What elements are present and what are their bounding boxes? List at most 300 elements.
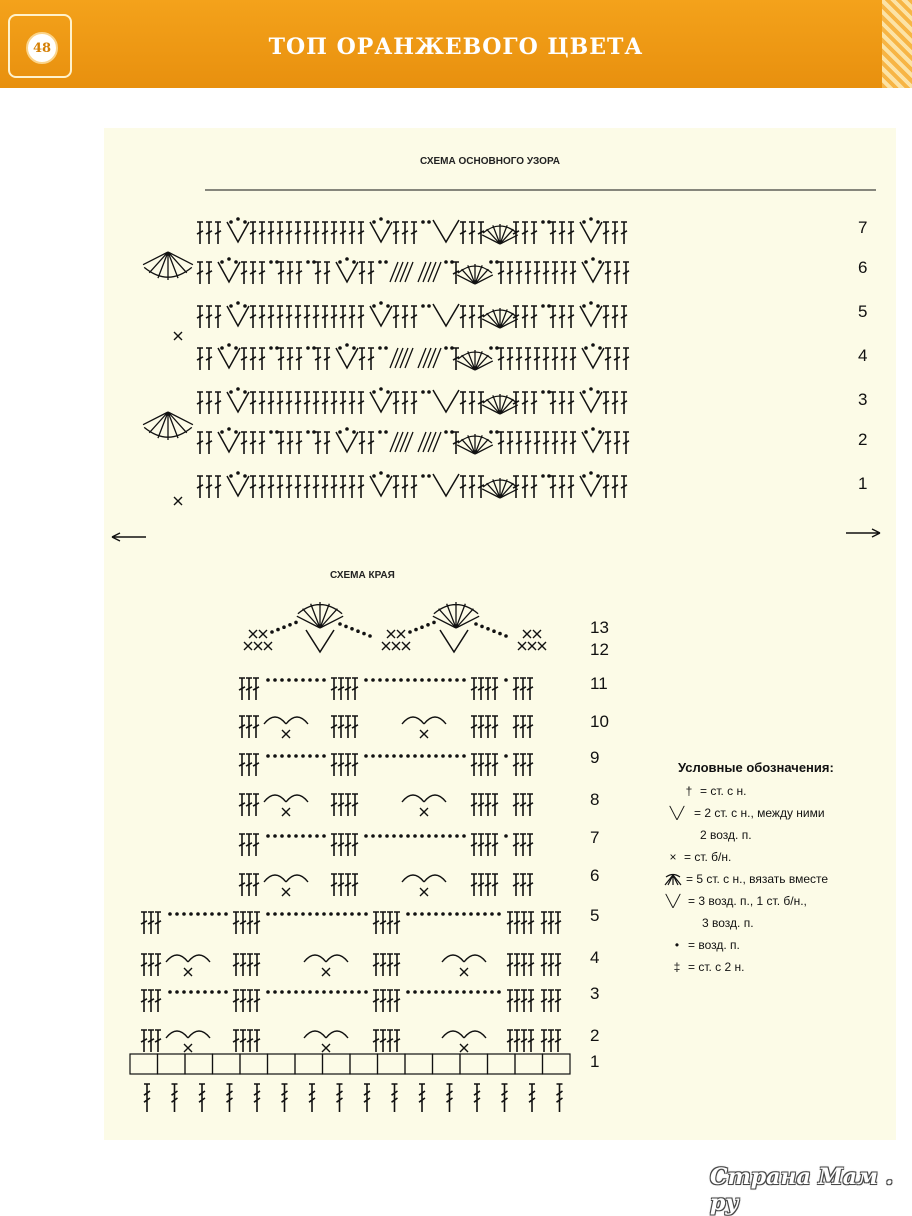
chain-dot: [448, 912, 452, 916]
stitch-symbol: [206, 476, 212, 498]
stitch-symbol: [197, 306, 203, 328]
stitch-symbol: [322, 476, 328, 498]
stitch-symbol: [296, 262, 302, 284]
chain-dot: [273, 754, 277, 758]
chain-dot: [306, 260, 310, 264]
chain-arch: [464, 1031, 486, 1038]
chain-dot: [371, 678, 375, 682]
stitch-symbol: [268, 222, 274, 244]
chain-dot: [357, 990, 361, 994]
stitch-symbol: [253, 874, 259, 896]
chain-dot: [444, 430, 448, 434]
stitch-symbol: [528, 912, 534, 934]
chain-dot: [462, 834, 466, 838]
stitch-symbol: [527, 678, 533, 700]
chain-dot: [236, 217, 240, 221]
stitch-symbol: [507, 348, 513, 370]
stitch-symbol: [247, 1030, 253, 1052]
stitch-symbol: [259, 306, 265, 328]
chain-dot: [308, 754, 312, 758]
v-stitch-symbol: [227, 392, 249, 412]
chain-dot: [356, 629, 360, 633]
stitch-symbol: [543, 262, 549, 284]
foundation-cell: [268, 1054, 296, 1074]
double-stitch-symbol: [172, 1084, 178, 1112]
foundation-cell: [240, 1054, 268, 1074]
stitch-symbol: [368, 348, 374, 370]
stitch-symbol: [568, 306, 574, 328]
stitch-symbol: [239, 678, 245, 700]
stitch-symbol: [561, 348, 567, 370]
chain-dot: [392, 834, 396, 838]
stitch-symbol: [373, 990, 379, 1012]
stitch-symbol: [240, 954, 246, 976]
double-stitch-symbol: [447, 1084, 453, 1112]
chain-dot: [598, 346, 602, 350]
sc-cross: [322, 1044, 330, 1052]
chain-dot: [364, 912, 368, 916]
stitch-symbol: [259, 348, 265, 370]
stitch-symbol: [250, 348, 256, 370]
chain-dot: [315, 912, 319, 916]
stitch-symbol: [527, 716, 533, 738]
sc-cross: [184, 1044, 192, 1052]
edge-row-number: 6: [590, 866, 600, 885]
legend-text: 3 возд. п.: [702, 916, 754, 930]
stitch-symbol: [460, 306, 466, 328]
chain-dot: [287, 912, 291, 916]
chain-dot: [287, 678, 291, 682]
chain-dot: [350, 627, 354, 631]
main-row-number: 4: [858, 346, 868, 365]
stitch-symbol: [469, 476, 475, 498]
chain-dot: [236, 301, 240, 305]
chain-dot: [203, 912, 207, 916]
chain-dot: [490, 990, 494, 994]
chain-dot: [413, 754, 417, 758]
chain-dot: [343, 990, 347, 994]
chain-dot: [269, 346, 273, 350]
chain-dot: [441, 754, 445, 758]
stitch-symbol: [345, 874, 351, 896]
stitch-symbol: [555, 954, 561, 976]
stitch-symbol: [254, 1030, 260, 1052]
chain-dot: [596, 474, 600, 478]
chain-dot: [462, 678, 466, 682]
chain-dot: [598, 430, 602, 434]
chain-dot: [483, 912, 487, 916]
foundation-cell: [295, 1054, 323, 1074]
stitch-symbol: [513, 476, 519, 498]
stitch-symbol: [402, 222, 408, 244]
stitch-symbol: [247, 912, 253, 934]
chain-dot: [338, 260, 342, 264]
chain-dot: [308, 678, 312, 682]
foundation-cell: [515, 1054, 543, 1074]
stitch-symbol: [287, 262, 293, 284]
stitch-symbol: [304, 392, 310, 414]
chain-dot: [315, 678, 319, 682]
chain-dot: [371, 834, 375, 838]
stitch-symbol: [240, 1030, 246, 1052]
chain-dot: [243, 474, 247, 478]
stitch-symbol: [259, 262, 265, 284]
chain-dot: [287, 834, 291, 838]
v-stitch-symbol: [336, 432, 358, 452]
chain-dot: [364, 834, 368, 838]
chain-dot: [315, 990, 319, 994]
double-stitch-symbol: [364, 1084, 370, 1112]
double-stitch-symbol: [502, 1084, 508, 1112]
stitch-symbol: [338, 716, 344, 738]
stitch-symbol: [373, 912, 379, 934]
double-stitch-symbol: [529, 1084, 535, 1112]
chain-dot: [266, 754, 270, 758]
chain-dot: [582, 304, 586, 308]
chain-dot: [364, 678, 368, 682]
stitch-symbol: [516, 432, 522, 454]
chain-dot: [392, 678, 396, 682]
chain-dot: [399, 754, 403, 758]
chain-dot: [345, 257, 349, 261]
chain-dot: [589, 471, 593, 475]
chain-dot: [322, 990, 326, 994]
stitch-symbol: [277, 476, 283, 498]
v-stitch-symbol: [218, 432, 240, 452]
chain-dot: [227, 427, 231, 431]
stitch-symbol: [250, 262, 256, 284]
stitch-symbol: [277, 222, 283, 244]
chain-dot: [372, 390, 376, 394]
chain-dot: [399, 834, 403, 838]
v-stitch-symbol: [580, 476, 602, 496]
stitch-symbol: [358, 476, 364, 498]
chain-dot: [483, 990, 487, 994]
edge-row-number: 11: [590, 674, 608, 693]
chain-dot: [364, 754, 368, 758]
stitch-symbol: [603, 222, 609, 244]
sc-cross: [533, 630, 541, 638]
stitch-symbol: [394, 954, 400, 976]
chain-dot: [427, 304, 431, 308]
main-row-number: 2: [858, 430, 868, 449]
stitch-symbol: [552, 348, 558, 370]
edge-row-number: 1: [590, 1052, 600, 1071]
main-row-number: 5: [858, 302, 868, 321]
sc-cross: [249, 630, 257, 638]
chain-dot: [280, 754, 284, 758]
chain-dot: [280, 912, 284, 916]
chain-dot: [420, 754, 424, 758]
stitch-symbol: [478, 716, 484, 738]
stitch-symbol: [612, 476, 618, 498]
sc-cross: [397, 630, 405, 638]
chain-dot: [448, 754, 452, 758]
stitch-symbol: [313, 222, 319, 244]
v-stitch-symbol: [580, 222, 602, 242]
stitch-symbol: [513, 306, 519, 328]
chain-dot: [287, 754, 291, 758]
chain-dot: [462, 990, 466, 994]
chain-dot: [315, 834, 319, 838]
sc-cross: [460, 1044, 468, 1052]
chain-dot: [345, 427, 349, 431]
stitch-symbol: [331, 794, 337, 816]
stitch-symbol: [614, 262, 620, 284]
chain-dot: [210, 990, 214, 994]
stitch-symbol: [513, 834, 519, 856]
chain-arch: [286, 795, 308, 802]
chain-dot: [498, 632, 502, 636]
chain-dot: [385, 678, 389, 682]
stitch-symbol: [621, 392, 627, 414]
v-stitch-symbol: [582, 262, 604, 282]
chain-dot: [220, 260, 224, 264]
stitch-symbol: [253, 678, 259, 700]
stitch-symbol: [148, 912, 154, 934]
chain-dot: [352, 260, 356, 264]
stitch-symbol: [612, 222, 618, 244]
chain-dot: [378, 678, 382, 682]
chain-dot: [203, 990, 207, 994]
stitch-symbol: [520, 754, 526, 776]
edge-row-number: 4: [590, 948, 600, 967]
legend-title: Условные обозначения:: [678, 760, 834, 775]
chain-dot: [294, 990, 298, 994]
chain-dot: [301, 754, 305, 758]
chain-dot: [308, 990, 312, 994]
stitch-symbol: [246, 754, 252, 776]
stitch-symbol: [340, 306, 346, 328]
chain-dot: [196, 912, 200, 916]
chain-dot: [236, 387, 240, 391]
right-arrow: [846, 529, 880, 537]
chain-dot: [427, 990, 431, 994]
chain-dot: [504, 834, 508, 838]
stitch-symbol: [555, 1030, 561, 1052]
stitch-symbol: [233, 912, 239, 934]
stitch-symbol: [520, 834, 526, 856]
chain-dot: [308, 912, 312, 916]
edge-row-number: 3: [590, 984, 600, 1003]
stitch-symbol: [295, 306, 301, 328]
stitch-symbol: [507, 262, 513, 284]
stitch-symbol: [531, 392, 537, 414]
chain-dot: [591, 257, 595, 261]
chain-dot: [217, 990, 221, 994]
chain-arch: [304, 955, 326, 962]
chain-dot: [243, 304, 247, 308]
stitch-symbol: [568, 392, 574, 414]
stitch-symbol: [516, 262, 522, 284]
chain-dot: [455, 834, 459, 838]
page-title: ТОП ОРАНЖЕВОГО ЦВЕТА: [268, 34, 644, 60]
stitch-symbol: [233, 1030, 239, 1052]
stitch-symbol: [286, 392, 292, 414]
stitch-symbol: [513, 678, 519, 700]
double-stitch-symbol: [227, 1084, 233, 1112]
stitch-symbol: [394, 1030, 400, 1052]
chain-dot: [372, 304, 376, 308]
stitch-symbol: [498, 262, 504, 284]
stitch-symbol: [603, 476, 609, 498]
stitch-symbol: [250, 222, 256, 244]
chain-arch: [442, 1031, 464, 1038]
stitch-symbol: [246, 834, 252, 856]
stitch-symbol: [614, 348, 620, 370]
chain-dot: [406, 678, 410, 682]
chain-dot: [273, 912, 277, 916]
chain-dot: [441, 990, 445, 994]
chain-arch: [286, 717, 308, 724]
stitch-symbol: [253, 834, 259, 856]
stitch-symbol: [349, 392, 355, 414]
stitch-symbol: [315, 262, 321, 284]
stitch-symbol: [469, 392, 475, 414]
stitch-symbol: [313, 306, 319, 328]
stitch-symbol: [548, 1030, 554, 1052]
chain-dot: [476, 990, 480, 994]
v-stitch-symbol: [370, 476, 392, 496]
stitch-symbol: [548, 912, 554, 934]
chain-dot: [492, 629, 496, 633]
stitch-symbol: [380, 990, 386, 1012]
stitch-symbol: [559, 306, 565, 328]
chain-dot: [273, 834, 277, 838]
stitch-symbol: [402, 476, 408, 498]
chain-dot: [220, 430, 224, 434]
stitch-symbol: [520, 678, 526, 700]
chain-dot: [504, 634, 508, 638]
chain-dot: [168, 912, 172, 916]
stitch-symbol: [514, 1030, 520, 1052]
chain-dot: [427, 912, 431, 916]
v-stitch-symbol: [582, 432, 604, 452]
stitch-symbol: [246, 794, 252, 816]
sc-cross: [420, 808, 428, 816]
chain-dot: [329, 990, 333, 994]
stitch-symbol: [331, 678, 337, 700]
stitch-symbol: [259, 432, 265, 454]
chain-dot: [276, 628, 280, 632]
chain-dot: [421, 220, 425, 224]
v-stitch-symbol: [370, 392, 392, 412]
legend-text: 2 возд. п.: [700, 828, 752, 842]
chain-dot: [229, 220, 233, 224]
chain-dot: [282, 625, 286, 629]
stitch-symbol: [387, 912, 393, 934]
stitch-symbol: [349, 222, 355, 244]
stitch-symbol: [387, 1030, 393, 1052]
chain-dot: [322, 678, 326, 682]
stitch-symbol: [277, 392, 283, 414]
stitch-symbol: [492, 834, 498, 856]
fan-symbol: [482, 394, 518, 414]
chain-arch: [402, 795, 424, 802]
stitch-symbol: [531, 476, 537, 498]
stitch-symbol: [555, 990, 561, 1012]
stitch-symbol: [359, 348, 365, 370]
v-stitch-symbol: [370, 306, 392, 326]
chain-dot: [584, 346, 588, 350]
chain-dot: [234, 430, 238, 434]
sc-cross: [538, 642, 546, 650]
main-row-number: 3: [858, 390, 868, 409]
chain-dot: [541, 390, 545, 394]
stitch-symbol: [380, 1030, 386, 1052]
stitch-symbol: [534, 348, 540, 370]
stitch-symbol: [559, 392, 565, 414]
chain-dot: [301, 678, 305, 682]
sc-cross: [460, 968, 468, 976]
stitch-symbol: [338, 834, 344, 856]
chain-dot: [462, 912, 466, 916]
site-watermark: Страна Мам . ру: [710, 1164, 894, 1216]
chain-dot: [444, 260, 448, 264]
stitch-symbol: [471, 678, 477, 700]
chain-dot: [413, 678, 417, 682]
stitch-symbol: [254, 912, 260, 934]
fan-symbol: [482, 224, 518, 244]
stitch-symbol: [206, 222, 212, 244]
stitch-symbol: [148, 990, 154, 1012]
stitch-symbol: [548, 954, 554, 976]
stitch-symbol: [507, 954, 513, 976]
stitch-symbol: [387, 954, 393, 976]
chain-dot: [476, 912, 480, 916]
stitch-symbol: [485, 794, 491, 816]
chain-dot: [427, 474, 431, 478]
chain-dot: [455, 990, 459, 994]
dot-icon: •: [674, 938, 680, 952]
stitch-symbol: [345, 754, 351, 776]
v-stitch-symbol: [580, 306, 602, 326]
chain-dot: [408, 630, 412, 634]
chain-dot: [294, 754, 298, 758]
chain-dot: [210, 912, 214, 916]
v-stitch-symbol: [370, 222, 392, 242]
edge-row-number: 13: [590, 618, 609, 637]
stitch-symbol: [277, 306, 283, 328]
stitch-symbol: [259, 392, 265, 414]
stitch-symbol: [522, 306, 528, 328]
stitch-symbol: [254, 990, 260, 1012]
stitch-symbol: [331, 222, 337, 244]
stitch-symbol: [550, 392, 556, 414]
stitch-symbol: [241, 262, 247, 284]
chain-dot: [427, 678, 431, 682]
double-stitch-symbol: [474, 1084, 480, 1112]
chain-dot: [420, 990, 424, 994]
stitch-symbol: [253, 716, 259, 738]
chain-dot: [266, 912, 270, 916]
chain-dot: [229, 304, 233, 308]
stitch-symbol: [148, 954, 154, 976]
chain-dot: [378, 346, 382, 350]
stitch-symbol: [507, 432, 513, 454]
chain-dot: [489, 430, 493, 434]
stitch-symbol: [485, 754, 491, 776]
stitch-symbol: [239, 716, 245, 738]
chain-arch: [264, 795, 286, 802]
sc-cross: [523, 630, 531, 638]
stitch-symbol: [605, 262, 611, 284]
sc-cross: [244, 642, 252, 650]
chain-dot: [413, 834, 417, 838]
chain-dot: [182, 990, 186, 994]
stitch-symbol: [240, 990, 246, 1012]
stitch-symbol: [559, 476, 565, 498]
